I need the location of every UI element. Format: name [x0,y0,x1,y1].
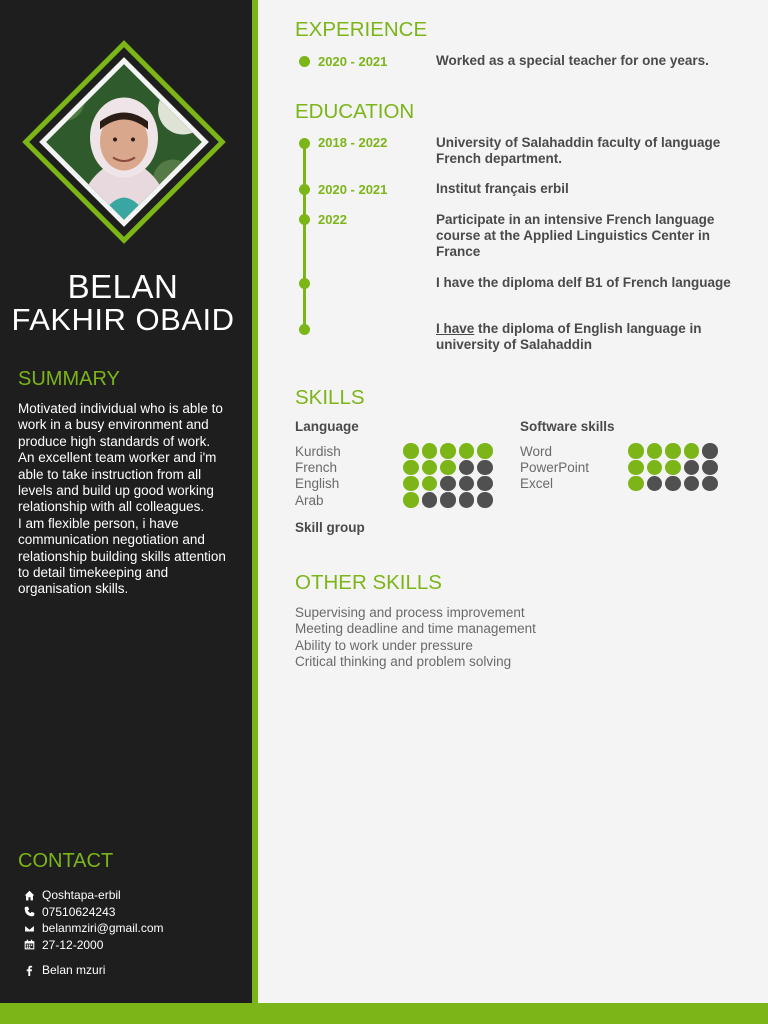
skill-row [295,476,493,492]
experience-date: 2020 - 2021 [318,54,388,69]
bottom-accent-bar [0,1003,768,1024]
skill-row [520,476,718,492]
contact-address: Qoshtapa-erbil [24,887,164,904]
rating-dot-filled [403,492,419,508]
rating-dot-filled [647,443,663,459]
skill-name: Kurdish [295,443,341,459]
contact-heading: CONTACT [18,850,114,872]
rating-dot-filled [665,460,681,476]
rating-dot-filled [422,476,438,492]
rating-dot-empty [477,460,493,476]
rating-dot-empty [459,460,475,476]
experience-heading: EXPERIENCE [295,18,428,41]
software-skill-list [520,443,718,492]
calendar-icon [24,939,42,950]
skill-rating [403,492,493,508]
home-icon [24,890,42,901]
skill-group-heading: Skill group [295,520,365,535]
education-description: Participate in an intensive French language course at the Applied Linguistics Center in France [436,212,715,260]
skill-name: English [295,476,340,492]
contact-list [24,887,164,979]
skill-rating [628,460,718,476]
skill-row [520,459,718,475]
rating-dot-empty [702,443,718,459]
skill-name: French [295,459,338,475]
rating-dot-filled [459,443,475,459]
other-skills-list [295,605,536,671]
summary-heading: SUMMARY [18,368,120,390]
contact-birthdate: 27-12-2000 [24,937,164,954]
skill-row [295,459,493,475]
education-description: I have the diploma delf B1 of French language [436,275,731,290]
skill-rating [628,443,718,459]
education-date: 2020 - 2021 [318,182,388,197]
rating-dot-empty [665,476,681,492]
rating-dot-empty [684,460,700,476]
skills-heading: SKILLS [295,386,365,409]
experience-description: Worked as a special teacher for one years. [436,53,709,68]
other-skill-item: Critical thinking and problem solving [295,654,512,670]
summary-text [18,401,233,598]
skill-name: PowerPoint [520,459,590,475]
rating-dot-filled [628,476,644,492]
phone-icon [24,906,42,917]
facebook-icon [24,965,42,976]
skill-rating [403,443,493,459]
skill-name: Arab [295,492,324,508]
rating-dot-filled [628,460,644,476]
contact-email: belanmziri@gmail.com [24,920,164,937]
rating-dot-filled [422,460,438,476]
rating-dot-empty [684,476,700,492]
rating-dot-empty [440,476,456,492]
skill-rating [628,476,718,492]
skill-rating [403,460,493,476]
rating-dot-filled [665,443,681,459]
first-name: BELAN [67,268,179,305]
education-timeline-dot [299,278,310,289]
skill-rating [403,476,493,492]
rating-dot-empty [702,460,718,476]
education-timeline-line [303,142,306,330]
software-skills-heading: Software skills [520,419,615,434]
rating-dot-filled [477,443,493,459]
education-timeline-dot [299,184,310,195]
experience-timeline-dot [299,56,310,67]
sidebar-accent-line [252,0,258,1024]
rating-dot-filled [422,443,438,459]
other-skills-heading: OTHER SKILLS [295,571,442,594]
rating-dot-empty [422,492,438,508]
other-skill-item: Supervising and process improvement [295,605,525,620]
education-heading: EDUCATION [295,100,415,123]
rating-dot-empty [477,476,493,492]
summary-paragraph: An excellent team worker and i'm able to take instruction from all levels and build up good working relationship with all colleagues. [18,450,217,515]
envelope-icon [24,923,42,934]
rating-dot-empty [647,476,663,492]
rating-dot-filled [440,443,456,459]
skill-row [295,443,493,459]
skill-row [295,492,493,508]
rating-dot-empty [459,476,475,492]
rating-dot-empty [440,492,456,508]
contact-phone: 07510624243 [24,904,164,921]
skill-row [520,443,718,459]
education-date: 2022 [318,212,347,227]
education-timeline-dot [299,324,310,335]
rating-dot-empty [702,476,718,492]
rating-dot-empty [459,492,475,508]
language-skill-list [295,443,493,508]
skill-name: Word [520,443,553,459]
education-timeline-dot [299,138,310,149]
summary-paragraph: Motivated individual who is able to work in a busy environment and produce high standards of work. [18,401,223,449]
rating-dot-filled [628,443,644,459]
other-skill-item: Ability to work under pressure [295,637,473,653]
education-description: I have the diploma of English language in university of Salahaddin [436,321,702,353]
rating-dot-filled [647,460,663,476]
rating-dot-filled [403,476,419,492]
rating-dot-filled [440,460,456,476]
contact-facebook: Belan mzuri [24,962,164,979]
rating-dot-filled [684,443,700,459]
rating-dot-filled [403,460,419,476]
education-description: Institut français erbil [436,181,569,196]
rating-dot-filled [403,443,419,459]
education-date: 2018 - 2022 [318,135,388,150]
last-name: FAKHIR OBAID [11,302,235,337]
other-skill-item: Meeting deadline and time management [295,621,536,637]
education-timeline-dot [299,214,310,225]
summary-paragraph: I am flexible person, i have communication negotiation and relationship building skills attention to detail timekeeping and organisation skills. [18,515,226,597]
language-skills-heading: Language [295,419,359,434]
rating-dot-empty [477,492,493,508]
skill-name: Excel [520,476,554,492]
education-description: University of Salahaddin faculty of language French department. [436,135,721,167]
